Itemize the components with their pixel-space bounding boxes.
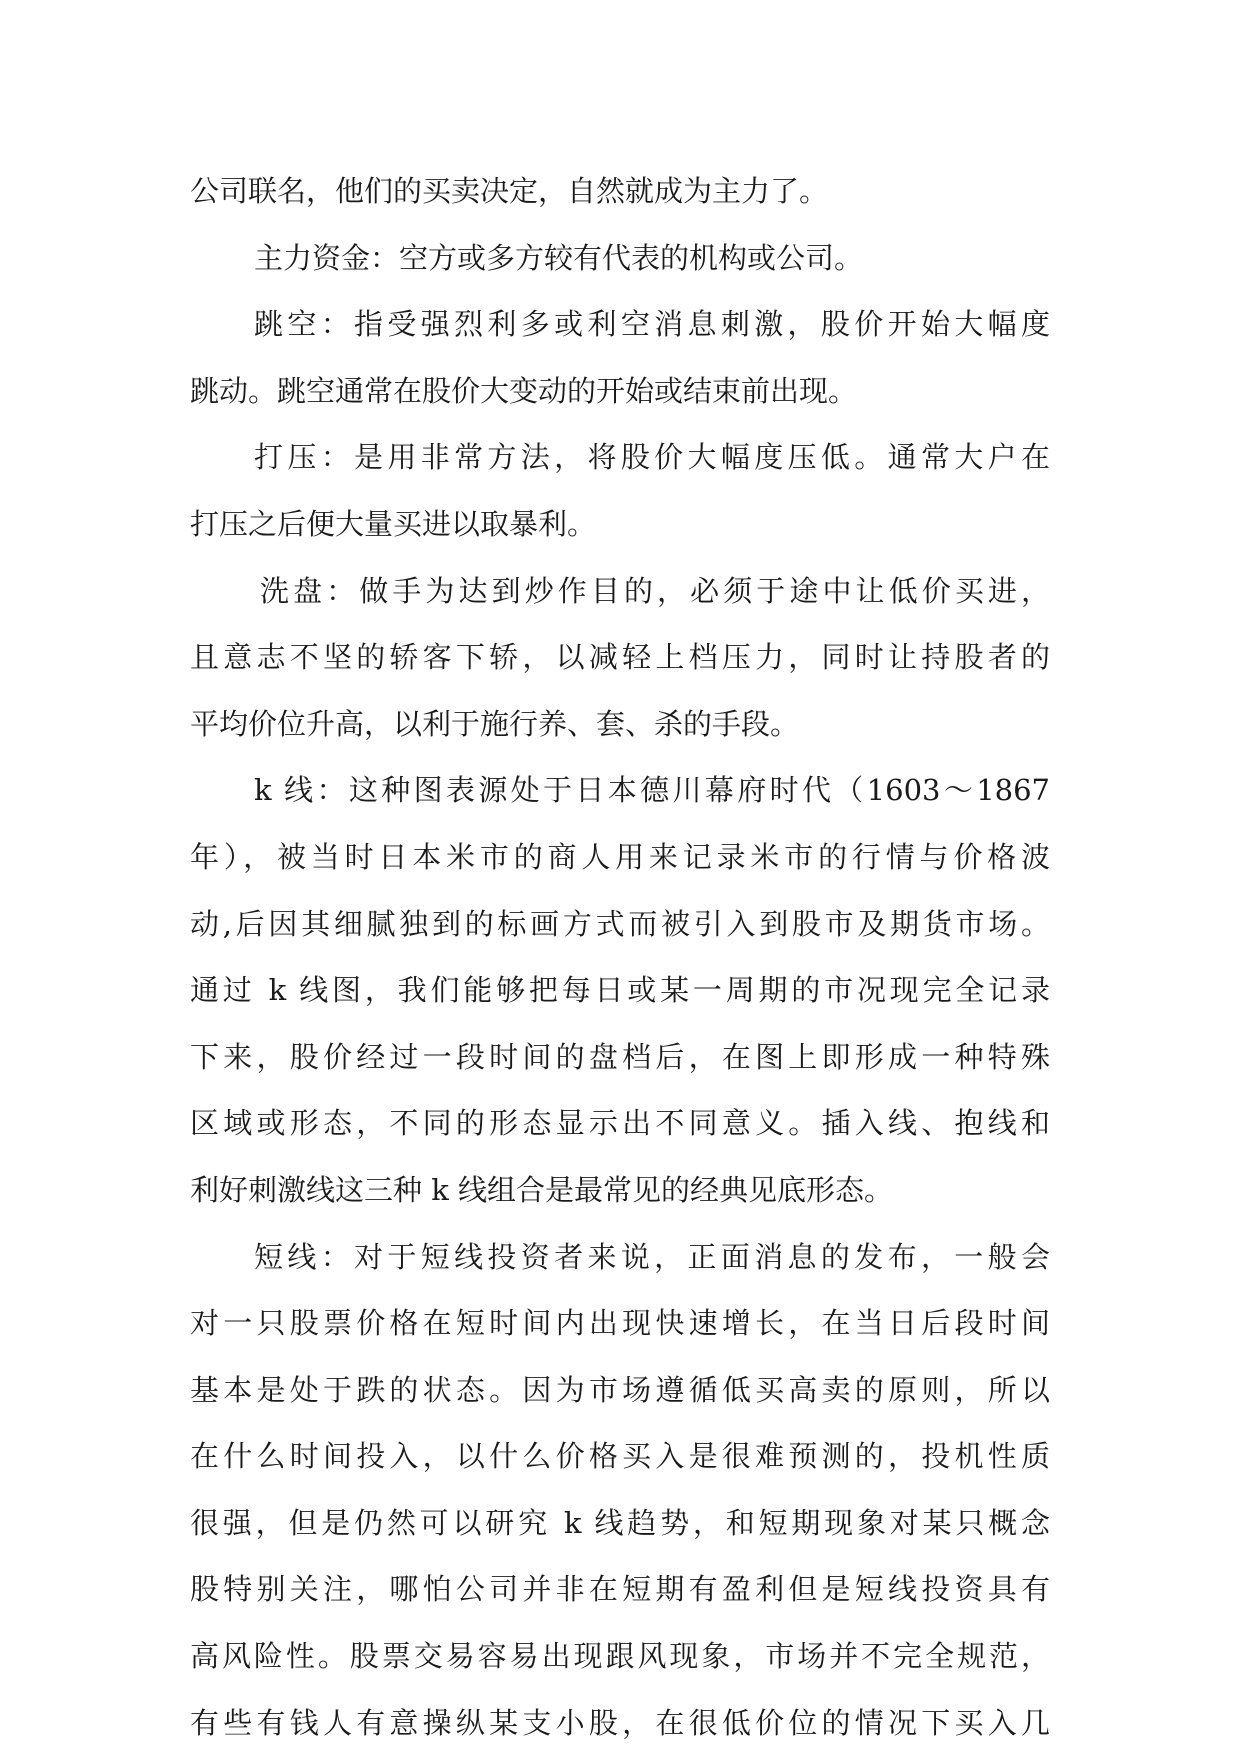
- paragraph-line: 主力资金：空方或多方较有代表的机构或公司。: [254, 240, 864, 275]
- paragraph-line: 有些有钱人有意操纵某支小股，在很低价位的情况下买入几: [190, 1705, 1050, 1740]
- paragraph-line: 洗盘：做手为达到炒作目的，必须于途中让低价买进，: [260, 573, 1050, 608]
- paragraph-line: 跳空：指受强烈利多或利空消息刺激，股价开始大幅度: [254, 307, 1050, 342]
- paragraph-line: 很强，但是仍然可以研究 k 线趋势，和短期现象对某只概念: [190, 1505, 1050, 1540]
- paragraph-line: 下来，股价经过一段时间的盘档后，在图上即形成一种特殊: [190, 1039, 1050, 1074]
- paragraph-line: 通过 k 线图，我们能够把每日或某一周期的市况现完全记录: [190, 973, 1050, 1008]
- paragraph-line: 在什么时间投入，以什么价格买入是很难预测的，投机性质: [190, 1439, 1050, 1474]
- paragraph-line: 打压之后便大量买进以取暴利。: [190, 506, 597, 541]
- paragraph-line: 公司联名，他们的买卖决定，自然就成为主力了。: [190, 174, 829, 208]
- paragraph-line: 且意志不坚的轿客下轿，以减轻上档压力，同时让持股者的: [190, 640, 1050, 675]
- paragraph-line: 对一只股票价格在短时间内出现快速增长，在当日后段时间: [190, 1306, 1050, 1341]
- paragraph-line: 高风险性。股票交易容易出现跟风现象，市场并不完全规范，: [190, 1639, 1050, 1674]
- paragraph-line: 动,后因其细腻独到的标画方式而被引入到股市及期货市场。: [190, 906, 1050, 941]
- paragraph-line: 基本是处于跌的状态。因为市场遵循低买高卖的原则，所以: [190, 1372, 1050, 1407]
- paragraph-line: 年），被当时日本米市的商人用来记录米市的行情与价格波: [190, 839, 1050, 874]
- paragraph-line: 短线：对于短线投资者来说，正面消息的发布，一般会: [254, 1239, 1050, 1274]
- paragraph-line: 区域或形态，不同的形态显示出不同意义。插入线、抱线和: [190, 1106, 1050, 1141]
- document-body: [190, 158, 1050, 1756]
- paragraph-line: 平均价位升高，以利于施行养、套、杀的手段。: [190, 706, 800, 741]
- paragraph-line: 打压：是用非常方法，将股价大幅度压低。通常大户在: [254, 440, 1050, 475]
- paragraph-line: k 线：这种图表源处于日本德川幕府时代（1603～1867: [254, 773, 1050, 808]
- paragraph-line: 跳动。跳空通常在股价大变动的开始或结束前出现。: [190, 373, 858, 408]
- paragraph-line: 利好刺激线这三种 k 线组合是最常见的经典见底形态。: [190, 1172, 894, 1207]
- paragraph-line: 股特别关注，哪怕公司并非在短期有盈利但是短线投资具有: [190, 1572, 1050, 1607]
